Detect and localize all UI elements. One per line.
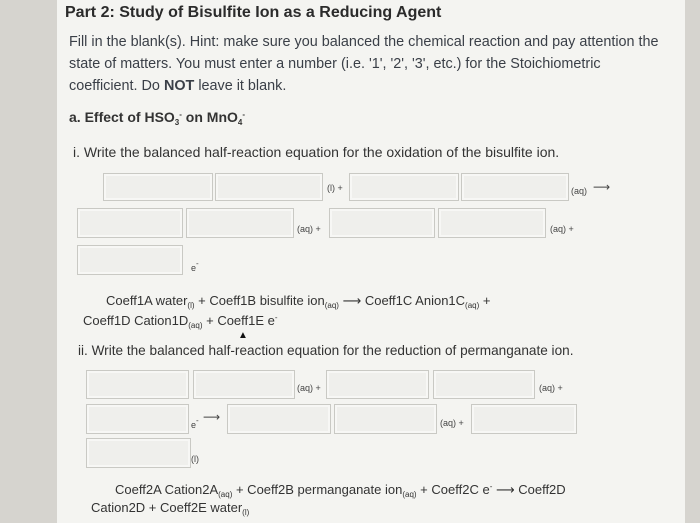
instructions-text-1: Fill in the blank(s). Hint: make sure you balanced the chemical reaction and pay attention the state of matters. You must enter a number (i.e. '1', '2', '3', etc.) for the Stoichiometric coefficient. Do [69, 34, 659, 94]
q2-eq2-state-1: (l) [242, 508, 250, 517]
q2-label-electron [191, 416, 199, 430]
q2-eq-term-4: ⟶ Coeff2D [492, 482, 566, 497]
q1-label-aq-plus-2: (aq) + [550, 224, 574, 234]
q1-blank-5[interactable] [77, 208, 183, 238]
q2-blank-7[interactable] [334, 404, 437, 434]
q1-eq-state-2: (aq) [324, 301, 339, 310]
q1-electron-symbol: e [191, 263, 197, 273]
question-2-text: ii. Write the balanced half-reaction equation for the reduction of permanganate ion. [78, 343, 574, 358]
mno4-subscript: 4 [237, 118, 243, 127]
q2-label-liquid: (l) [191, 454, 199, 464]
q1-blank-9[interactable] [77, 245, 183, 275]
q1-blank-7[interactable] [329, 208, 435, 238]
section-prefix: a. Effect of HSO [69, 109, 175, 125]
q2-blank-9[interactable] [86, 438, 191, 468]
q1-eq-term-2: + Coeff1B bisulfite ion [194, 293, 325, 308]
instructions [69, 31, 669, 97]
q2-electron-symbol: e [191, 420, 197, 430]
q2-eq-term-2: + Coeff2B permanganate ion [232, 482, 403, 497]
q1-blank-6[interactable] [186, 208, 294, 238]
q2-blank-6[interactable] [227, 404, 331, 434]
q1-blank-8[interactable] [438, 208, 546, 238]
q2-blank-2[interactable] [193, 370, 295, 399]
q2-eq-term-3: + Coeff2C e [416, 482, 490, 497]
q2-label-aq-plus-3: (aq) + [440, 418, 464, 428]
q2-blank-4[interactable] [433, 370, 535, 399]
q1-eq-term-4: + [479, 293, 491, 308]
q1-eq-state-3: (aq) [465, 301, 480, 310]
q2-equation-line-2 [91, 500, 249, 517]
q1-eq2-charge: - [274, 313, 278, 322]
q1-eq-term-1: Coeff1A water [106, 293, 188, 308]
section-heading [69, 109, 245, 127]
q2-eq-state-2: (aq) [402, 490, 417, 499]
page-title: Part 2: Study of Bisulfite Ion as a Reducing Agent [65, 4, 442, 21]
q2-label-aq-plus-1: (aq) + [297, 383, 321, 393]
q1-electron-charge: - [196, 259, 199, 268]
instructions-bold: NOT [163, 78, 195, 94]
q1-eq2-term-1: Coeff1D Cation1D [83, 313, 189, 328]
q1-eq2-term-2: + Coeff1E e [202, 313, 275, 328]
q1-blank-4[interactable] [461, 173, 569, 201]
hso3-subscript: 3 [174, 118, 180, 127]
q2-eq-term-1: Coeff2A Cation2A [115, 482, 219, 497]
q2-eq-charge: - [489, 482, 493, 491]
q2-blank-8[interactable] [471, 404, 577, 434]
instructions-text-2: leave it blank. [194, 78, 287, 94]
q1-eq-term-3: ⟶ Coeff1C Anion1C [338, 293, 466, 308]
q2-eq-state-1: (aq) [218, 490, 233, 499]
q1-eq-state-1: (l) [187, 301, 195, 310]
q2-reaction-arrow-icon: ⟶ [203, 410, 221, 424]
q2-eq2-term-1: Cation2D + Coeff2E water [91, 500, 243, 515]
q2-equation-line-1 [115, 482, 566, 499]
mno4-charge: - [242, 110, 246, 119]
section-middle: on MnO [181, 109, 238, 125]
question-1-text: i. Write the balanced half-reaction equation for the oxidation of the bisulfite ion. [73, 144, 560, 160]
q1-eq2-state-1: (aq) [188, 321, 203, 330]
q2-blank-5[interactable] [86, 404, 189, 434]
q2-label-aq-plus-2: (aq) + [539, 383, 563, 393]
q1-label-l-plus: (l) + [327, 183, 343, 193]
q1-reaction-arrow-icon: ⟶ [593, 180, 611, 194]
question-panel [57, 0, 685, 523]
q2-blank-1[interactable] [86, 370, 189, 399]
q1-equation-line-2 [83, 313, 278, 330]
hso3-charge: - [179, 110, 182, 119]
q2-electron-charge: - [196, 416, 199, 425]
q1-label-aq-plus-1: (aq) + [297, 224, 321, 234]
q1-blank-2[interactable] [215, 173, 323, 201]
q1-blank-1[interactable] [103, 173, 213, 201]
q1-label-electron [191, 259, 199, 273]
q1-equation-line-1 [106, 293, 491, 310]
q2-blank-3[interactable] [326, 370, 429, 399]
mouse-cursor-icon: ▲ [238, 330, 248, 341]
q1-label-aq: (aq) [571, 186, 588, 196]
q1-blank-3[interactable] [349, 173, 459, 201]
